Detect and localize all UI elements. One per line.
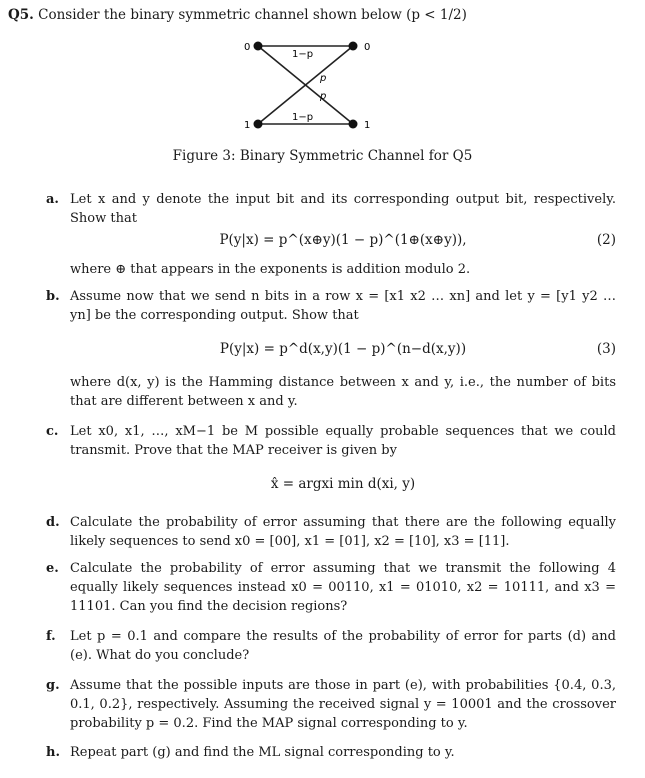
part-a-label: a. — [46, 192, 59, 207]
input-node-0 — [254, 42, 263, 51]
part-g — [46, 676, 616, 733]
part-b-after: where d(x, y) is the Hamming distance between x and y, i.e., the number of bits that are different between x and y. — [70, 375, 616, 409]
part-b — [46, 287, 616, 325]
edge-label-top: 1−p — [292, 49, 314, 60]
edge-label-cross-lower: p — [320, 91, 327, 102]
edge-label-bottom: 1−p — [292, 112, 314, 123]
input-label-1: 1 — [244, 120, 251, 131]
output-label-1: 1 — [364, 120, 371, 131]
output-label-0: 0 — [364, 42, 371, 53]
part-f-text: Let p = 0.1 and compare the results of the probability of error for parts (d) and (e). What do you conclude? — [70, 629, 616, 663]
part-a — [46, 190, 616, 228]
part-a-after: where ⊕ that appears in the exponents is addition modulo 2. — [70, 262, 471, 277]
part-d-text: Calculate the probability of error assuming that there are the following equally likely sequences to send x0 = [00], x1 = [01], x2 = [10], x3 = [11]. — [70, 515, 616, 549]
equation-2-expr: P(y|x) = p^(x⊕y)(1 − p)^(1⊕(x⊕y)), — [219, 232, 467, 248]
output-node-0 — [349, 42, 358, 51]
question-text: Consider the binary symmetric channel shown below (p < 1/2) — [38, 7, 467, 23]
part-c — [46, 422, 616, 460]
part-h-label: h. — [46, 745, 60, 760]
equation-3-expr: P(y|x) = p^d(x,y)(1 − p)^(n−d(x,y)) — [219, 341, 467, 357]
part-f — [46, 627, 616, 665]
question-label: Q5. — [8, 7, 34, 23]
output-node-1 — [349, 120, 358, 129]
input-node-1 — [254, 120, 263, 129]
bsc-diagram — [228, 36, 388, 136]
part-g-text: Assume that the possible inputs are those in part (e), with probabilities {0.4, 0.3, 0.1, 0.2}, respectively. Assuming the received signal y = 10001 and the crossover probability p = 0.2. Find the MAP signal corresponding to y. — [70, 678, 616, 731]
part-e — [46, 559, 616, 616]
equation-2-number: (2) — [596, 232, 616, 248]
part-d-label: d. — [46, 515, 60, 530]
question-title — [8, 7, 467, 23]
part-a-text: Let x and y denote the input bit and its corresponding output bit, respectively. Show that — [70, 192, 616, 226]
part-g-label: g. — [46, 678, 60, 693]
part-c-label: c. — [46, 424, 59, 439]
input-label-0: 0 — [244, 42, 251, 53]
part-d — [46, 513, 616, 551]
equation-3 — [70, 341, 616, 361]
part-h — [46, 743, 616, 762]
map-equation-expr: x̂ = argxi min d(xi, y) — [270, 476, 416, 492]
equation-3-number: (3) — [596, 341, 616, 357]
part-c-text: Let x0, x1, …, xM−1 be M possible equally probable sequences that we could transmit. Prove that the MAP receiver is given by — [70, 424, 616, 458]
part-b-label: b. — [46, 289, 60, 304]
part-e-text: Calculate the probability of error assuming that we transmit the following 4 equally likely sequences instead x0 = 00110, x1 = 01010, x2 = 10111, and x3 = 11101. Can you find the decision regions? — [70, 561, 616, 614]
part-b-text: Assume now that we send n bits in a row x = [x1 x2 … xn] and let y = [y1 y2 … yn] be the corresponding output. Show that — [70, 289, 616, 323]
part-e-label: e. — [46, 561, 59, 576]
part-h-text: Repeat part (g) and find the ML signal corresponding to y. — [70, 745, 455, 760]
map-equation — [70, 476, 616, 496]
edge-label-cross-upper: p — [320, 73, 327, 84]
part-f-label: f. — [46, 629, 56, 644]
figure-caption: Figure 3: Binary Symmetric Channel for Q5 — [172, 148, 473, 164]
equation-2 — [70, 232, 616, 252]
